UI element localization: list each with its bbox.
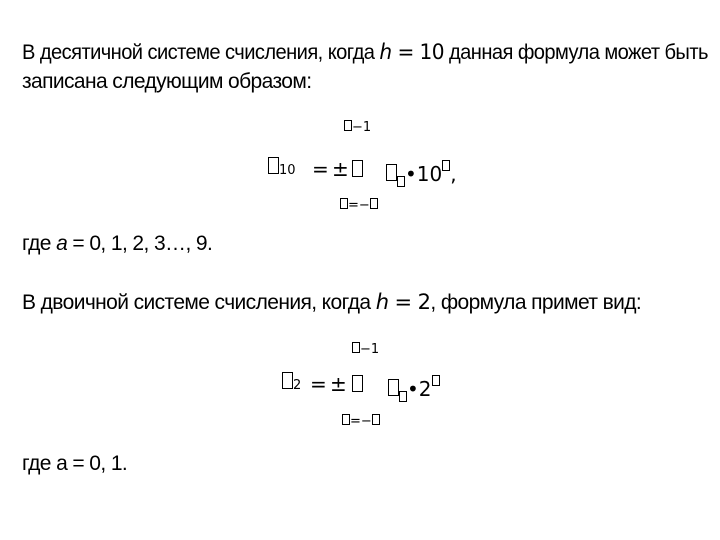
binary-lower-limit bbox=[342, 412, 380, 430]
binary-eq: = 2 bbox=[388, 290, 431, 314]
intro-line-1-prefix: В десятичной системе счисления, когда bbox=[22, 41, 375, 64]
decimal-lower-limit bbox=[340, 196, 378, 214]
intro-line-1 bbox=[22, 40, 708, 65]
binary-number-placeholder-icon bbox=[282, 372, 293, 389]
where-decimal-suffix: = 0, 1, 2, 3…, 9. bbox=[67, 232, 213, 255]
binary-prefix: В двоичной системе счисления, когда bbox=[22, 291, 371, 314]
binary-plus-minus: ± bbox=[330, 372, 347, 396]
sum-symbol-placeholder-icon bbox=[352, 160, 363, 182]
decimal-term-base: •10 bbox=[405, 162, 443, 186]
number-placeholder-icon bbox=[268, 157, 279, 174]
decimal-trailing-comma: , bbox=[450, 162, 457, 186]
where-decimal bbox=[22, 232, 212, 256]
decimal-lower-limit-sign: =− bbox=[348, 198, 370, 213]
binary-intro-line bbox=[22, 290, 641, 315]
where-binary: где a = 0, 1. bbox=[22, 452, 128, 475]
intro-line-2: записана следующим образом: bbox=[22, 70, 312, 93]
binary-lower-limit-sign: =− bbox=[350, 414, 372, 429]
binary-lower-limit-placeholder-icon bbox=[372, 414, 380, 425]
where-decimal-prefix: где bbox=[22, 232, 57, 255]
decimal-formula-lhs bbox=[268, 157, 296, 179]
binary-equals: = bbox=[310, 372, 327, 396]
binary-lhs-subscript: 2 bbox=[293, 378, 302, 393]
where-decimal-var: a bbox=[56, 232, 68, 255]
binary-term-base: •2 bbox=[407, 377, 432, 401]
decimal-term bbox=[386, 160, 457, 187]
binary-suffix: , формула примет вид: bbox=[430, 291, 642, 314]
intro-line-1-suffix: данная формула может быть bbox=[443, 41, 708, 64]
decimal-equals: = bbox=[312, 157, 329, 181]
decimal-plus-minus: ± bbox=[332, 157, 349, 181]
binary-lower-index-placeholder-icon bbox=[342, 414, 350, 425]
binary-var-h: h bbox=[375, 290, 389, 314]
binary-upper-limit-text: −1 bbox=[360, 342, 380, 357]
lower-limit-placeholder-icon bbox=[370, 198, 378, 209]
binary-digit-index-placeholder-icon bbox=[399, 391, 407, 402]
decimal-lhs-subscript: 10 bbox=[279, 163, 296, 178]
digit-placeholder-icon bbox=[386, 164, 397, 181]
decimal-upper-limit-text: −1 bbox=[352, 120, 372, 135]
digit-index-placeholder-icon bbox=[397, 176, 405, 187]
binary-upper-index-placeholder-icon bbox=[352, 342, 360, 353]
binary-upper-limit bbox=[352, 340, 379, 358]
binary-exponent-placeholder-icon bbox=[432, 375, 440, 386]
binary-formula-lhs bbox=[282, 372, 301, 394]
binary-sum-symbol-placeholder-icon bbox=[352, 375, 363, 397]
decimal-upper-limit bbox=[344, 118, 371, 136]
lower-index-placeholder-icon bbox=[340, 198, 348, 209]
binary-term bbox=[388, 375, 440, 402]
intro-eq: = 10 bbox=[391, 40, 444, 64]
binary-digit-placeholder-icon bbox=[388, 379, 399, 396]
intro-var-h: h bbox=[379, 40, 392, 64]
upper-index-placeholder-icon bbox=[344, 120, 352, 131]
